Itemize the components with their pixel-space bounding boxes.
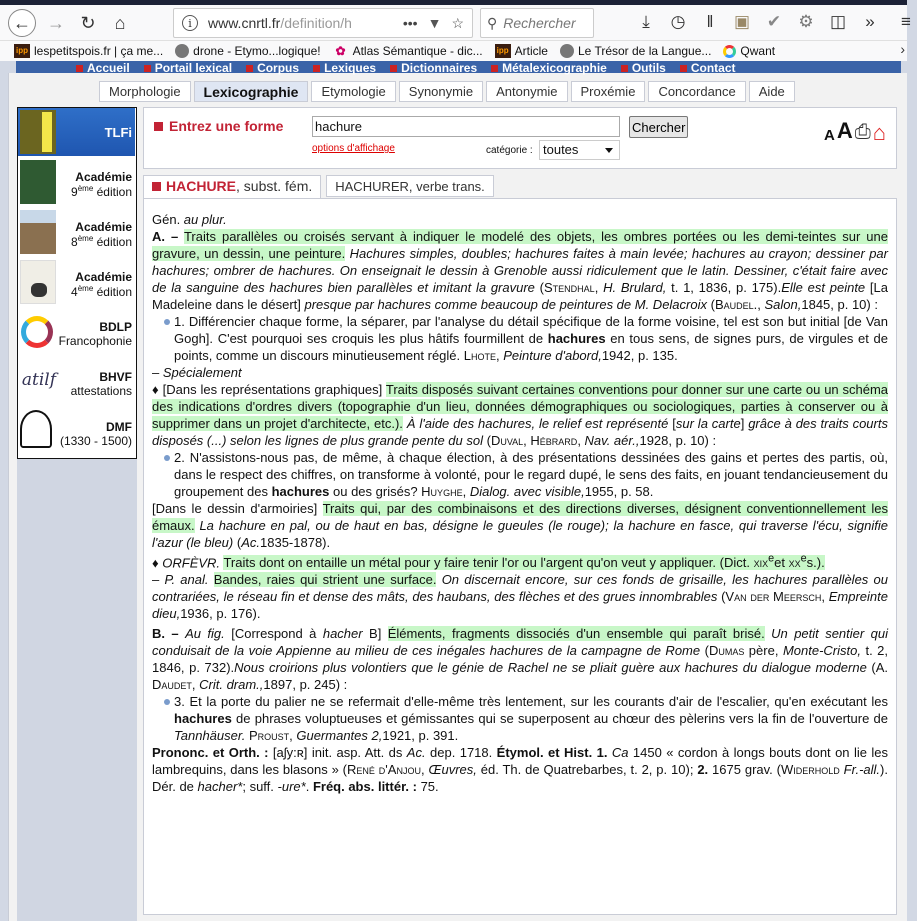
sidebar-item-academie-4[interactable]: Académie 4ème édition <box>18 258 135 308</box>
reload-button[interactable]: ↻ <box>80 12 96 33</box>
library-icon[interactable]: ‖ <box>706 12 714 31</box>
bookmarks-bar <box>0 41 907 61</box>
url-bar[interactable] <box>173 8 473 38</box>
example-1: 1. Différencier chaque forme, la séparer, par l'analyse du détail spécifique de la forme voisine, tel est son but initial [de Van Gogh]. C'est pourquoi ses croquis les plus hâtifs fourmillent de hachures en tous sens, de signes purs, de virgules et de points, comme un discours minutieusement réglé. Lhote, Peinture d'abord,1942, p. 135. <box>152 313 888 364</box>
search-placeholder: Rechercher <box>503 15 576 31</box>
sidebar-background <box>17 459 137 921</box>
sidebar-item-tlfi[interactable]: TLFi <box>18 108 135 156</box>
display-options-link[interactable]: options d'affichage <box>312 143 395 154</box>
print-icon[interactable]: ⎙ <box>854 121 871 143</box>
nav-lexiques[interactable]: Lexiques <box>313 63 376 73</box>
bdlp-ring-icon <box>21 316 53 348</box>
browser-toolbar <box>0 5 911 41</box>
nav-corpus[interactable]: Corpus <box>246 63 299 73</box>
pocket-icon[interactable]: ▼ <box>427 14 442 31</box>
academie-building-icon <box>20 210 56 254</box>
search-input[interactable] <box>312 116 620 137</box>
tab-hachurer-verb[interactable]: HACHURER, verbe trans. <box>326 175 494 197</box>
tab-etymologie[interactable]: Etymologie <box>311 81 395 102</box>
dmf-portrait-icon <box>20 410 52 448</box>
search-icon: ⚲ <box>487 14 498 31</box>
search-panel <box>143 107 897 169</box>
page-actions-icon[interactable]: ••• <box>402 14 418 31</box>
ipp-favicon-icon: ipp <box>14 44 30 58</box>
definition-text: B. – Au fig. [Correspond à hacher B] Éléments, fragments dissociés d'un ensemble qui paraît brisé. Un petit sentier qui conduisait de la voie Appienne au milieu de ces inégales hachures de la campagne de Rome (Dumas père, Monte-Cristo, t. 2, 1846, p. 732).Nous croirions plus volontiers que le génie de Rachel ne se pliait guère aux hachures du dialogue moderne (A. Daudet, Crit. dram.,1897, p. 245) : <box>152 626 889 693</box>
definition-text: Gén. au plur. <box>152 212 227 227</box>
info-icon[interactable]: i <box>182 15 198 31</box>
bookmark-star-icon[interactable]: ☆ <box>451 14 464 31</box>
tab-aide[interactable]: Aide <box>749 81 795 102</box>
sidebar-icon[interactable]: ◫ <box>829 12 847 31</box>
definition-text: A. – Traits parallèles ou croisés servant à indiquer le modelé des objets, les ombres portées ou les demi-teintes sur une gravure, un dessin, une peinture. Hachures simples, doubles; hachures faites à main levée; hachures au crayon; dessiner par hachures; ombrer de hachures. On enseignait le dessin à Grenoble aussi ridiculement que le latin. Dessiner, c'était faire avec de la sanguine des hachures bien parallèles et imitant la gravure (Stendhal, H. Brulard, t. 1, 1836, p. 175).Elle est peinte [La Madeleine dans le désert] presque par hachures comme beaucoup de peintures de M. Delacroix (Baudel., Salon,1845, p. 10) : <box>152 229 888 312</box>
history-icon[interactable]: ◷ <box>670 12 686 31</box>
bookmark-item[interactable]: ✿ Atlas Sémantique - dic... <box>333 44 483 58</box>
atlas-favicon-icon: ✿ <box>335 44 346 58</box>
nav-outils[interactable]: Outils <box>621 63 666 73</box>
bookmark-item[interactable]: Qwant <box>723 44 775 58</box>
category-label: catégorie : <box>486 145 533 156</box>
sidebar-item-bhvf[interactable]: atilf BHVF attestations <box>18 358 135 408</box>
nav-dictionnaires[interactable]: Dictionnaires <box>390 63 477 73</box>
etymology-text: Prononc. et Orth. : [aʃy:ʀ] init. asp. Att. ds Ac. dep. 1718. Étymol. et Hist. 1. Ca 1450 « cordon à longs bouts dont on lie les lambrequins, dans les blasons » (René d'Anjou, Œuvres, éd. Th. de Quatrebarbes, t. 2, p. 10); 2. 1675 grav. (Widerhold Fr.-all.). Dér. de hacher*; suff. -ure*. Fréq. abs. littér. : 75. <box>152 745 888 795</box>
ipp-favicon-icon: ipp <box>495 44 511 58</box>
nav-metalexicographie[interactable]: Métalexicographie <box>491 63 607 73</box>
url-text: www.cnrtl.fr/definition/h <box>208 15 352 31</box>
bookmark-item[interactable]: ipp Article <box>496 44 548 58</box>
back-button[interactable]: ← <box>8 9 36 37</box>
tab-lexicographie[interactable]: Lexicographie <box>194 81 309 102</box>
qwant-icon <box>723 45 736 58</box>
tab-concordance[interactable]: Concordance <box>648 81 745 102</box>
bullet-icon <box>164 699 170 705</box>
forward-button[interactable]: → <box>47 12 65 33</box>
chercher-button[interactable]: Chercher <box>629 116 688 138</box>
tab-synonymie[interactable]: Synonymie <box>399 81 483 102</box>
academie-9-cover-icon <box>20 160 56 204</box>
globe-icon <box>560 44 574 58</box>
nav-contact[interactable]: Contact <box>680 63 736 73</box>
overflow-chevron-icon[interactable]: » <box>865 12 875 31</box>
tab-proxemie[interactable]: Proxémie <box>571 81 646 102</box>
tab-antonymie[interactable]: Antonymie <box>486 81 567 102</box>
bookmark-item[interactable]: ipp lespetitspois.fr | ça me... <box>16 44 164 58</box>
sidebar-item-academie-9[interactable]: Académie 9ème édition <box>18 158 135 208</box>
example-2: 2. N'assistons-nous pas, de même, à chaque élection, à des présentations dessinées des gains et pertes des partis, où, dans le respect des chiffres, on transforme à volonté, pour le regard dupé, le sens des faits, en jouant tendancieusement du groupement des hachures ou des grisés? Huyghe, Dialog. avec visible,1955, p. 58. <box>152 449 888 500</box>
screenshot-icon[interactable]: ▣ <box>733 12 751 31</box>
search-bar[interactable] <box>480 8 594 38</box>
font-increase-icon[interactable]: A <box>836 118 853 143</box>
definition-text: ♦ ORFÈVR. Traits dont on entaille un métal pour y faire tenir l'or ou l'argent qu'on veut y appliquer. (Dict. xix$^e$et $xx^es$.). <box>152 553 825 571</box>
bookmark-item[interactable]: Le Trésor de la Langue... <box>560 44 711 58</box>
extension-icon[interactable]: ✔ <box>766 12 782 31</box>
definition-content <box>143 198 897 915</box>
sidebar-item-bdlp[interactable]: BDLP Francophonie <box>18 308 135 358</box>
example-3: 3. Et la porte du palier ne se refermait d'elle-même très lentement, sur les courants d'air de l'escalier, qu'en exécutant les hachures de phrases voluptueuses et gémissantes qui se superposent au chœur des pèlerins vers la fin de l'ouverture de Tannhäuser. Proust, Guermantes 2,1921, p. 391. <box>152 693 888 744</box>
nav-accueil[interactable]: Accueil <box>76 63 130 73</box>
download-icon[interactable]: ⤓ <box>642 12 650 31</box>
category-select[interactable]: toutes <box>539 140 620 160</box>
settings-gear-icon[interactable]: ⚙ <box>798 12 814 31</box>
atilf-logo-icon: atilf <box>21 370 56 390</box>
bookmark-item[interactable]: drone - Etymo...logique! <box>175 44 320 58</box>
nav-portail-lexical[interactable]: Portail lexical <box>144 63 232 73</box>
definition-text: – Spécialement <box>152 365 242 380</box>
tab-hachure-noun[interactable]: HACHURE, subst. fém. <box>143 175 321 199</box>
chevron-down-icon <box>605 148 613 153</box>
academie-4-cover-icon <box>20 260 56 304</box>
bookmarks-overflow-icon[interactable]: › <box>900 41 905 57</box>
entry-tabs <box>143 175 494 199</box>
bullet-icon <box>164 455 170 461</box>
font-decrease-icon[interactable]: A <box>823 127 835 144</box>
definition-text: – P. anal. Bandes, raies qui strient une surface. On discernait encore, sur ces fonds de grisaille, les hachures parallèles ou contrariées, le réseau fin et dense des mâts, des haubans, des flèches et des grues innombrables (Van der Meersch, Empreinte dieu,1936, p. 176). <box>152 572 888 622</box>
home-button[interactable]: ⌂ <box>114 12 126 33</box>
sidebar-item-dmf[interactable]: DMF (1330 - 1500) <box>18 408 135 458</box>
menu-icon[interactable]: ≡ <box>901 12 911 31</box>
subtabs <box>99 81 795 102</box>
main-nav <box>16 61 901 73</box>
bullet-icon <box>164 319 170 325</box>
home-page-icon[interactable]: ⌂ <box>872 120 886 145</box>
tlfi-cover-icon <box>20 110 56 154</box>
sidebar-item-academie-8[interactable]: Académie 8ème édition <box>18 208 135 258</box>
tab-morphologie[interactable]: Morphologie <box>99 81 191 102</box>
search-label: Entrez une forme <box>154 118 283 134</box>
page-tools <box>824 118 886 144</box>
globe-icon <box>175 44 189 58</box>
definition-text: [Dans le dessin d'armoiries] Traits qui, par des combinaisons et des directions diverses, désignent conventionnellement les émaux. La hachure en pal, ou de haut en bas, désigne le gueules (le rouge); la hachure en fasce, qui traverse l'écu, signifie l'azur (le bleu) (Ac.1835-1878). <box>152 501 888 550</box>
dictionary-sidebar <box>17 107 137 459</box>
definition-text: ♦ [Dans les représentations graphiques] Traits disposés suivant certaines conventions pour donner sur une carte ou un schéma des indications d'ordres divers (topographie d'un lieu, données démographiques ou sociologiques, parties à conserver ou à supprimer dans un projet d'architecte, etc.). À l'aide des hachures, le relief est représenté [sur la carte] grâce à des traits courts disposés (...) selon les lignes de plus grande pente du sol (Duval, Hébrard, Nav. aér.,1928, p. 10) : <box>152 382 889 448</box>
